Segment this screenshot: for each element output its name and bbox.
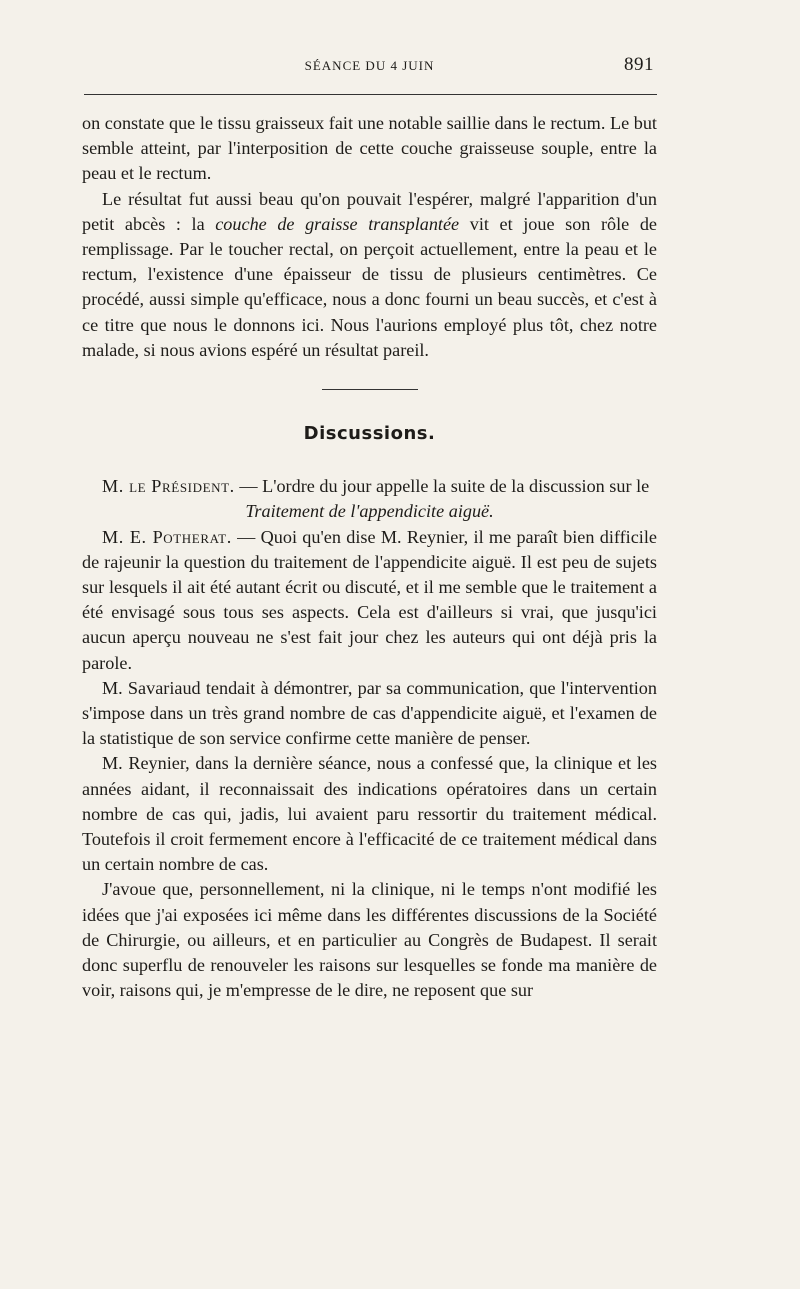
running-head bbox=[82, 52, 657, 82]
potherat-text-1: — Quoi qu'en dise M. Reynier, il me paraît bien difficile de rajeunir la question du traitement de l'appendicite aiguë. Il est peu de sujets sur lesquels il ait été autant écrit ou discuté, et il me semble que le traitement a été envisagé sous tous ses aspects. Cela est d'ailleurs si vrai, que jusqu'ici aucun aperçu nouveau ne s'est fait jour chez les auteurs qui ont déjà pris la parole. bbox=[82, 526, 657, 673]
paragraph-result bbox=[82, 187, 657, 363]
paragraph-result-end: vit et joue son rôle de remplissage. Par le toucher rectal, on perçoit actuellement, entre la peau et le rectum, l'existence d'une épaisseur de tissu de plusieurs centimètres. Ce procédé, aussi simple qu'efficace, nous a donc fourni un beau succès, et c'est à ce titre que nous le donnons ici. Nous l'aurions employé plus tôt, chez notre malade, si nous avions espéré un résultat pareil. bbox=[82, 213, 657, 360]
section-divider bbox=[322, 389, 418, 390]
header-rule bbox=[84, 94, 657, 95]
book-page bbox=[82, 52, 657, 1001]
paragraph-continuation: on constate que le tissu graisseux fait une notable saillie dans le rectum. Le but semble atteint, par l'interposition de cette couche graisseuse souple, entre la peau et le rectum. bbox=[82, 113, 657, 184]
page-number: 891 bbox=[624, 54, 654, 75]
president-paragraph bbox=[82, 474, 657, 499]
running-title: SÉANCE DU 4 JUIN bbox=[304, 58, 435, 73]
discussion-topic: Traitement de l'appendicite aiguë. bbox=[245, 501, 494, 522]
speaker-president: M. le Président. bbox=[102, 476, 235, 497]
potherat-paragraph-1 bbox=[82, 525, 657, 676]
body-text bbox=[82, 111, 657, 1004]
president-text: — L'ordre du jour appelle la suite de la discussion sur le bbox=[234, 476, 650, 497]
italic-phrase: couche de graisse transplantée bbox=[215, 213, 460, 234]
speaker-potherat: M. E. Potherat. bbox=[102, 526, 232, 547]
potherat-paragraph-3: M. Reynier, dans la dernière séance, nous a confessé que, la clinique et les années aidant, il reconnaissait des indications opératoires dans un certain nombre de cas qui, jadis, lui avaient paru ressortir du traitement médical. Toutefois il croit fermement encore à l'efficacité de ce traitement médical dans un certain nombre de cas. bbox=[82, 753, 657, 875]
potherat-paragraph-4: J'avoue que, personnellement, ni la clinique, ni le temps n'ont modifié les idées que j'ai exposées ici même dans les différentes discussions de la Société de Chirurgie, ou ailleurs, et en particulier au Congrès de Budapest. Il serait donc superflu de renouveler les raisons sur lesquelles se fonde ma manière de voir, raisons qui, je m'empresse de le dire, ne reposent que sur bbox=[82, 879, 657, 1001]
section-heading: Discussions. bbox=[303, 423, 436, 445]
paragraph-result-start: Le résultat fut aussi beau qu'on pouvait l'espérer, malgré l'apparition d'un petit abcès : la bbox=[82, 188, 657, 234]
potherat-paragraph-2: M. Savariaud tendait à démontrer, par sa communication, que l'intervention s'impose dans un très grand nombre de cas d'appendicite aiguë, et l'examen de la statistique de son service confirme cette manière de penser. bbox=[82, 677, 657, 749]
